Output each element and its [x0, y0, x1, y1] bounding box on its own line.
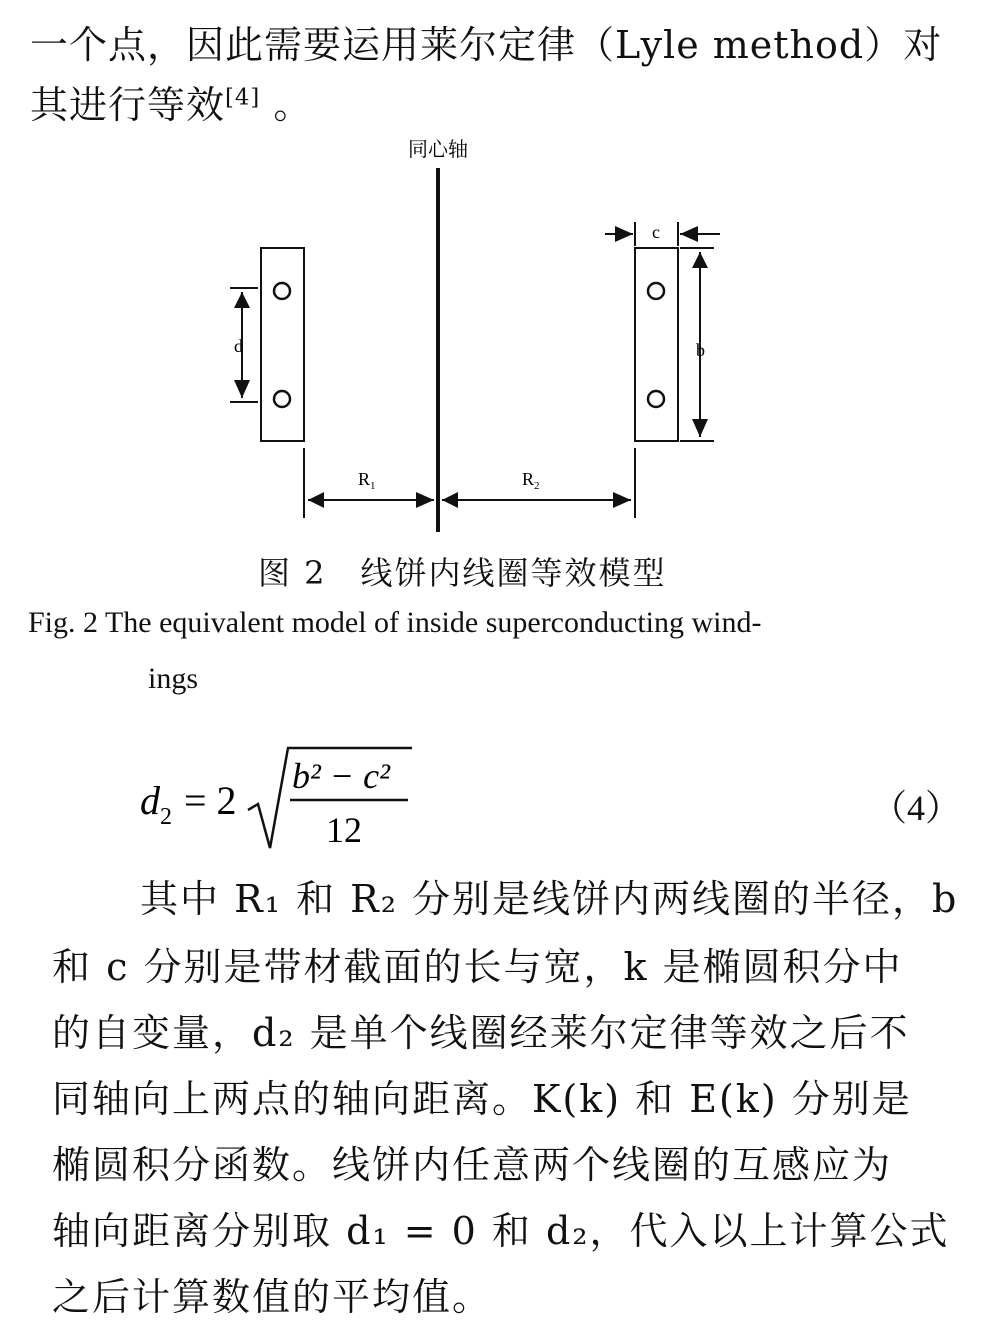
d-label: d — [234, 336, 243, 356]
right-coil-point-bottom — [648, 391, 664, 407]
figure-equivalent-model — [200, 130, 760, 550]
figure-svg — [200, 130, 760, 550]
c-label: c — [652, 222, 660, 242]
eq-equals-two: = 2 — [184, 778, 237, 823]
para-line-6: 轴向距离分别取 d₁ = 0 和 d₂，代入以上计算公式 — [52, 1209, 950, 1253]
equation-svg — [140, 740, 560, 860]
left-coil-rect — [261, 248, 304, 441]
text-line-2-main: 其进行等效 — [30, 83, 226, 127]
text-line-2-end: 。 — [260, 83, 313, 127]
text-line-2 — [30, 74, 312, 129]
left-coil-point-bottom — [274, 391, 290, 407]
figure-caption-en-line2: ings — [148, 662, 199, 695]
figure-caption-cn: 图 2 线饼内线圈等效模型 — [258, 554, 667, 592]
text-line-1: 一个点，因此需要运用莱尔定律（Lyle method）对 — [30, 23, 943, 67]
r2-label: $R_2$ — [522, 469, 540, 492]
eq-numerator: b² − c² — [292, 756, 390, 796]
figure-caption-en-line1: Fig. 2 The equivalent model of inside superconducting wind- — [28, 606, 762, 639]
citation-ref: [4] — [225, 84, 261, 111]
para-line-4: 同轴向上两点的轴向距离。K(k) 和 E(k) 分别是 — [52, 1077, 912, 1121]
eq-lhs: $d_2$ — [140, 778, 172, 830]
equation-number: （4） — [870, 788, 961, 828]
eq-denominator: 12 — [326, 810, 362, 850]
right-coil-rect — [635, 248, 678, 441]
para-line-3: 的自变量，d₂ 是单个线圈经莱尔定律等效之后不 — [52, 1011, 910, 1055]
equation-4 — [140, 740, 970, 860]
b-label: b — [696, 340, 705, 360]
right-coil-point-top — [648, 283, 664, 299]
left-coil-point-top — [274, 283, 290, 299]
para-line-1: 其中 R₁ 和 R₂ 分别是线饼内两线圈的半径，b — [140, 877, 959, 921]
para-line-7: 之后计算数值的平均值。 — [52, 1275, 493, 1319]
axis-label: 同心轴 — [408, 137, 468, 161]
r1-label: $R_1$ — [358, 469, 376, 492]
para-line-5: 椭圆积分函数。线饼内任意两个线圈的互感应为 — [52, 1143, 893, 1187]
para-line-2: 和 c 分别是带材截面的长与宽，k 是椭圆积分中 — [52, 945, 903, 989]
